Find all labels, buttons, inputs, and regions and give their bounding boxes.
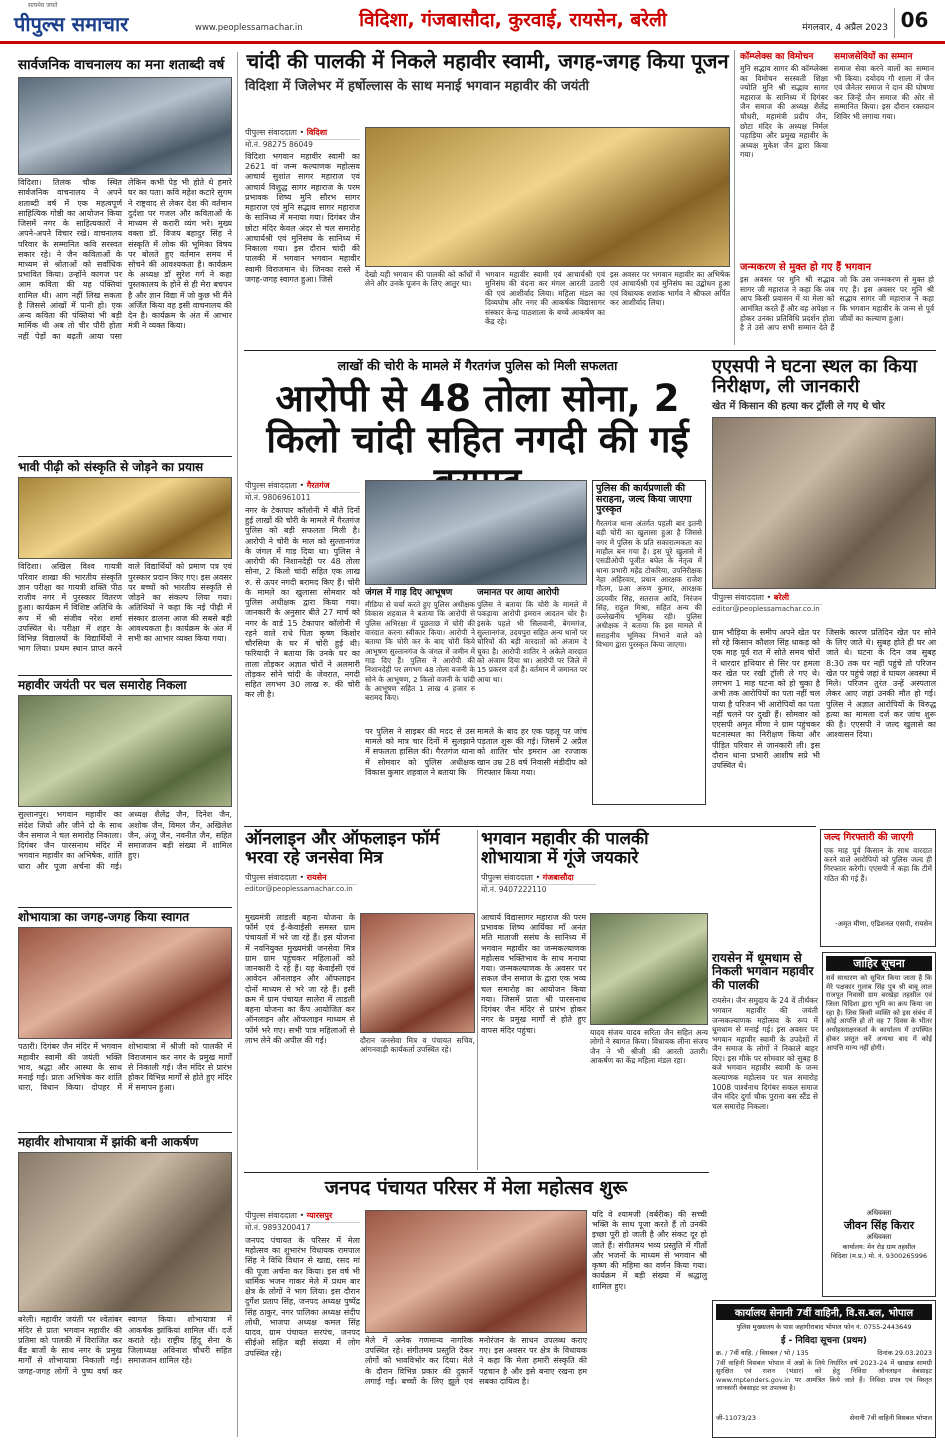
sidebar-box-3-title: जन्मकरण से मुक्त हो गए हैं भगवान xyxy=(740,262,871,273)
sidebar-box-2 xyxy=(834,52,934,222)
palki-photo xyxy=(590,913,708,1025)
left-story-1-photo xyxy=(18,77,232,175)
gold-sub-4: मामले के बाद हर एक पहलू पर जांच पड़ताल शुरू की गई। जिसमें 2 अप्रैल को शातिर चोर इमरान आ रज्जाक खान उम्र 28 वर्ष निवासी मंडीदीप को गिरफ्तार किया गया। xyxy=(477,727,587,777)
tender-no: जी-11073/23 xyxy=(716,1414,756,1422)
sp-subtitle: खेत में किसान की हत्या कर ट्रॉली ले गए थे चोर xyxy=(712,401,885,413)
arrest-title: जल्द गिरफ्तारी की जाएगी xyxy=(824,832,914,843)
rule-mid-2 xyxy=(244,826,816,827)
adv-address: कार्यालय: मेन रोड़ ग्राम तहसील xyxy=(842,1243,916,1251)
adv-place: विदिशा (म.प्र.) मो. नं. 9300265996 xyxy=(830,1252,928,1260)
gold-sub-3: पर पुलिस ने साइबर की मदद से उस मामले को मात्र चार दिनों में सुलझाने में सफलता हासिल की। गैरतगंज थाना में सोमवार को पुलिस अधीक्षक विकास कुमार शहवाल ने बताया कि xyxy=(365,727,475,777)
sp-title: एएसपी ने घटना स्थल का किया निरीक्षण, ली जानकारी xyxy=(712,356,918,398)
sp-body: ग्राम भौड़िया के समीप अपने खेत पर सो रहे किसान कौशल सिंह धाकड़ को एक माह पूर्व रात में सोते समय चोरों ने धारदार हथियार से सिर पर हमला कर खेत पर रखी ट्रॉली ले गए थे। लगभग 1 माह घटना को हो चुका है अभी तक आरोपियों का पता नहीं चल पाया है परिजन भी आरोपियों का पता नहीं चलने पर दुखी हैं। सोमवार को एएसपी अमृत मीणा ने ग्राम पहुंचकर घटनास्थल का निरीक्षण किया और पीड़ित परिवार से जानकारी ली। इस दौरान थाना प्रभारी आशीष सप्रे भी उपस्थित थे। xyxy=(712,628,820,771)
online-story: ऑनलाइन और ऑफलाइन फॉर्म भरवा रहे जनसेवा मित्र पीपुल्स संवाददाता • रायसेन editor@peoplessamachar.co.in xyxy=(245,830,475,938)
sp-body-2: जिसके कारण प्रतिदिन खेत पर सोने के लिए जाते थे। सुबह होते ही घर आ जाते थे। घटना के दिन जब सुबह 8:30 तक घर नहीं पहुंचे तो परिजन खेत पर पहुंचे जहां वे घायल अवस्था में मिले। परिजन तुरंत उन्हें अस्पताल लेकर आए जहां उनकी मौत हो गई। पुलिस ने अज्ञात आरोपियों के विरुद्ध हत्या का मामला दर्ज कर जांच शुरू की है। एएसपी ने जल्द खुलासे का आश्वासन दिया। xyxy=(826,628,936,740)
page-number: 06 xyxy=(894,8,934,38)
award-title: पुलिस की कार्यप्रणाली की सराहना, जल्द किया जाएगा पुरस्कृत xyxy=(596,483,692,516)
divider-palki xyxy=(477,830,478,1170)
palki-body: आचार्य विद्यासागर महाराज की परम प्रभावक शिष्य आर्यिका माँ अनंत मति माताजी ससंघ के सानिध्य में भगवान महावीर का जन्मकल्याणक महोत्सव भक्तिभाव के साथ मनाया गया। जन्मकल्याणक के अवसर पर सकल जैन समाज के द्वारा एक भव्य चल समारोह का आयोजन किया गया। जिसमें प्रातः श्री पारसनाथ दिगंबर जैन मंदिर से प्रारंभ होकर नगर के प्रमुख मार्गों से होते हुए वापस मंदिर पहुंचा। xyxy=(481,913,586,1035)
left-rule-1 xyxy=(18,456,232,457)
tender-ref: क्र. / 7वीं वाहि. / विसबल / भो / 135 xyxy=(716,1349,809,1357)
sp-email[interactable]: editor@peoplessamachar.co.in xyxy=(712,604,820,613)
logo-text: पीपुल्स समाचार xyxy=(14,12,129,36)
masthead xyxy=(0,0,945,44)
sidebar-box-1-title: कॉम्प्लेक्स का विमोचन xyxy=(740,52,814,62)
gold-photo xyxy=(365,480,587,585)
left-story-1-body: विदिशा। तिलक चौक स्थित सार्वजनिक वाचनालय ने अपने शताब्दी वर्ष में एक महत्वपूर्ण साहित्यिक गोष्ठी का आयोजन किया जिसमें नगर के साहित्यकारों ने अपने-अपने विचार रखे। वाचनालय परिवार के सम्मानित कवि सरस्वत सकार रहे। ने जैन कविताओं के माध्यम से श्रोताओं को सर्वाधिक प्रभावित किया। उन्होंने कागज पर आम कविता की यह पंक्तियां शामिल थी। आग नहीं लिख सकता है जिससे आंखों में पानी हो। एक अन्य कविता की पंक्तियां भी बड़ी मार्मिक थी अब तो चीर पौरी होता नहीं पेड़ों का बढ़ती आया पसा लेकिन कभी पेड़ भी होते थे हमारे घर का पता। कवि महेश कटारे सुगम ने राष्ट्रवाद से लेकर देश की वर्तमान दुर्दशा पर गजल और कविताओं के माध्यम से करारी व्यंग भरे। मुख्य वक्ता डॉ. विजय बहादुर सिंह ने संस्कृति में लोक की भूमिका विषय पर बोलते हुए वर्तमान समय में सोचने की आवश्यकता है। कार्यक्रम के अध्यक्ष डॉ सुरेश गर्ग ने कहा पुस्तकालय के होने से ही मेरा बचपन है और ज्ञान विद्या में जो कुछ भी मैंने अर्जित किया वह इसी वाचनालय की देन है। कार्यक्रम के अंत में आभार मंत्री ने व्यक्त किया। xyxy=(18,178,232,341)
gold-kicker: लाखों की चोरी के मामले में गैरतगंज पुलिस को मिली सफलता xyxy=(337,358,618,373)
mela-byline-label: पीपुल्स संवाददाता xyxy=(245,1211,297,1220)
top-story-caption-3: इस अवसर पर भगवान महावीर का अभिषेक एवं आचार्यश्री एवं मुनिसंघ का उद्बोधन हुआ एवं विधायक शशांक भार्गव ने श्रीफल अर्पित कर आशीर्वाद लिया। xyxy=(610,270,730,308)
gold-byline-place: गैरतगंज xyxy=(306,481,330,490)
left-story-1 xyxy=(18,58,232,453)
left-story-1-title: सार्वजनिक वाचनालय का मना शताब्दी वर्ष xyxy=(18,57,225,73)
mela-title: जनपद पंचायत परिसर में मेला महोत्सव शुरू xyxy=(324,1177,628,1199)
left-story-3-body: सुल्तानपुर। भगवान महावीर का संदेश जियो और जीने दो के साथ जैन समाज ने चल समारोह निकाला। दिगंबर जैन पारसनाथ मंदिर में भगवान महावीर का अभिषेक, शांति धारा और पूजा अर्चना की गई। अध्यक्ष शैलेंद्र जैन, दिनेश जैन, अशोक जैन, विमल जैन, अखिलेश जैन, अंजू जैन, नवनीत जैन, सहित समाजजन बड़ी संख्या में शामिल हुए। xyxy=(18,810,232,871)
top-story-body: विदिशा भगवान महावीर स्वामी का 2621 वां जन्म कल्याणक महोत्सव आचार्य सुशांत सागर महाराज एवं आचार्य विशुद्ध सागर महाराज के परम प्रभावक शिष्य मुनि सौरभ सागर महाराज एवं मुनि सद्भाव सागर महाराज के सानिध्य में मनाया गया। दिगंबर जैन छोटा मंदिर केवल अंदर से चल समारोह आचार्यश्री एवं मुनिसंघ के सानिध्य में निकाला गया। इस दौरान चांदी की पालकी में भगवान भगवान महावीर स्वामी विराजमान थे। जिनका रास्ते में जगह-जगह स्वागत हुआ। जिसे xyxy=(245,152,360,284)
tender-head: कार्यालय सेनानी 7वीं वाहिनी, वि.स.बल, भोपाल xyxy=(716,1304,932,1320)
left-story-3 xyxy=(18,679,232,904)
tender-body: 7वीं वाहिनी विसबल भोपाल में अन्नों के लिये निर्धारित वर्ष 2023-24 में खाद्यान्न सामग्री सुरक्षित एवं राशन (भंडार) को हेतु निविदा ऑनलाइन वेबसाइट www.mptenders.gov.in पर आमंत्रित किये जाते हैं। निविदा प्रपत्र एवं विस्तृत जानकारी वेबसाइट पर उपलब्ध है। xyxy=(716,1359,932,1392)
left-story-5-body: बरेली। महावीर जयंती पर श्वेतांबर मंदिर से प्रातः भगवान महावीर की प्रतिमा को पालकी में विराजित कर बैंड बाजों के साथ नगर के प्रमुख मार्गों से शोभायात्रा निकाली गई। जगह-जगह लोगों ने पुष्प वर्षा कर स्वागत किया। शोभायात्रा में आकर्षक झांकियां शामिल थीं। दर्जे कराते रहे। राष्ट्रीय हिंदू सेना के जिलाध्यक्ष अविनाश चौधरी सहित समाजजन शामिल रहे। xyxy=(18,1315,232,1376)
award-body: गैरतगंज थाना अंतर्गत पहली बार इतनी बड़ी चोरी का खुलासा हुआ है जिससे नगर में पुलिस के प्रति सकारात्मकता का माहौल बन गया है। इस पूरे खुलासे में एसडीओपी पूजीत बघेल के नेतृत्व में थाना प्रभारी महेंद्र टोकरिया, उपनिरीक्षक नेहा अहिरवार, प्रधान आरक्षक राजेश गौतम, प्रआ अरुण कुमार, आरक्षक उदयवीर सिंह, सतराज आदि, निरंजन सिंह, राहुल मिश्रा, सहित अन्य की उल्लेखनीय भूमिका रही। पुलिस अधीक्षक ने बताया कि इस मामले में सराहनीय भूमिका निभाने वाले को विभाग द्वारा पुरस्कृत किया जाएगा। xyxy=(596,518,702,650)
gold-sub-1-body: मीडिया से चर्चा करते हुए पुलिस अधीक्षक विकास शहवाल ने बताया कि आरोपी से पुलिस अभिरक्षा में पूछताछ में चोरी की वारदात करना स्वीकार किया। आरोपी ने बताया कि चोरी कर के बाद चोरी किये आभूषण सुल्तानगंज के जंगल में जमीन में गाड़ दिए हैं। पुलिस ने आरोपी की निशानदेही पर लगभग 48 तोला वजनी के सोने के आभूषण, 2 किलो वजनी के चांदी के आभूषण सहित 1 लाख 4 हजार रु बरामद किए। xyxy=(365,600,475,703)
notice-body: सर्व साधारण को सूचित किया जाता है कि मेरे पक्षकार गुलाब सिंह पुत्र श्री बाबू लाल राजपूत निवासी ग्राम बरखेड़ा तहसील एवं जिला विदिशा द्वारा भूमि का क्रय किया जा रहा है। जिस किसी व्यक्ति को इस संबंध में कोई आपत्ति हो तो वह 7 दिवस के भीतर अधोहस्ताक्षरकर्ता के कार्यालय में उपस्थित होकर प्रस्तुत करें अन्यथा बाद में कोई आपत्ति मान्य नहीं होगी। xyxy=(826,974,932,1052)
online-body: मुख्यमंत्री लाडली बहना योजना के फॉर्म एवं ई-केवाईसी समस्त ग्राम पंचायतों में भरे जा रहे हैं। इस योजना में नवनियुक्त मुख्यमंत्री जनसेवा मित्र ग्राम ग्राम पहुंचकर महिलाओं को जानकारी दे रहे हैं। यह केवाईसी एवं आवेदन ऑनलाइन और ऑफलाइन दोनों माध्यम से भरे जा रहे हैं। इसी क्रम में ग्राम पंचायत सालेरा में लाडली बहना योजना का कैंप आयोजित कर ऑनलाइन और ऑफलाइन माध्यम से फॉर्म भरे गए। सभी पात्र महिलाओं से लाभ लेने की अपील की गई। xyxy=(245,913,355,1045)
left-story-2-photo xyxy=(18,477,232,559)
rule-mela xyxy=(244,1172,709,1173)
tender-title: ई - निविदा सूचना (प्रथम) xyxy=(780,1336,868,1346)
gold-byline-label: पीपुल्स संवाददाता xyxy=(245,481,297,490)
rule-mid-top xyxy=(244,350,936,351)
left-story-4-title: शोभायात्रा का जगह-जगह किया स्वागत xyxy=(18,910,190,924)
left-story-3-title: महावीर जयंती पर चल समारोह निकला xyxy=(18,678,187,692)
gold-byline: पीपुल्स संवाददाता • गैरतगंज मो.नं. 9806961011 xyxy=(245,480,360,503)
arrest-box xyxy=(820,829,936,947)
left-rule-2 xyxy=(18,675,232,676)
palki-story: भगवान महावीर की पालकी शोभायात्रा में गूंजे जयकारे पीपुल्स संवाददाता • गंजबासौदा मो.नं. 9407222110 xyxy=(481,830,709,938)
tender-date: दिनांक 29.03.2023 xyxy=(877,1349,932,1357)
online-caption: दौरान जनसेवा मित्र व पंचायत सचिव, आंगनवाड़ी कार्यकर्ता उपस्थित रहे। xyxy=(360,1036,475,1055)
mela-mobile: मो.नं. 9893200417 xyxy=(245,1223,311,1232)
sidebar-box-2-body: समाज सेवा करने वालों का सम्मान भी किया। दयोदय गौ शाला में जैन एवं जैनेतर समाज ने दान की घोषणा कर जिन्हें जैन समाज की ओर से सम्मानित किया। इस दौरान रक्तदान शिविर भी लगाया गया। xyxy=(834,64,934,122)
mela-body-2: मेले में अनेक गणमान्य नागरिक उपस्थित रहे। संगीतमय प्रस्तुति देकर लोगों को भावविभोर कर दिया। मेले के दौरान विभिन्न प्रकार की दुकानें लगाई गईं। बच्चों के लिए झूले एवं मनोरंजन के साधन उपलब्ध कराए गए। इस अवसर पर क्षेत्र के विधायक ने कहा कि मेला हमारी संस्कृति की पहचान है और इसे बनाए रखना हम सबका दायित्व है। xyxy=(365,1336,587,1386)
online-byline-label: पीपुल्स संवाददाता xyxy=(245,873,297,883)
sidebar-box-1-body: मुनि सद्भाव सागर की कॉम्प्लेक्स का विमोचन सरस्वती शिक्षा ज्योति मुनि श्री सद्भाव सागर महाराज के सानिध्य में दिगंबर जैन समाज की अध्यक्ष शैलेंद्र चौधरी, महामंत्री प्रदीप जैन, छोटा मंदिर के अध्यक्ष निर्मल पहाड़िया और प्रमुख महावीर के अध्यक्ष मुकेश जैन द्वारा किया गया। xyxy=(740,64,828,160)
top-story-subtitle: विदिशा में जिलेभर में हर्षोल्लास के साथ मनाई भगवान महावीर की जयंती xyxy=(245,79,590,95)
online-title: ऑनलाइन और ऑफलाइन फॉर्म भरवा रहे जनसेवा मित्र xyxy=(245,829,440,869)
palki-title: भगवान महावीर की पालकी शोभायात्रा में गूंजे जयकारे xyxy=(481,829,649,869)
arrest-body: एक माह पूर्व किसान के साथ वारदात करने वाले आरोपियों को पुलिस जल्द ही गिरफ्तार करेगी। एएसपी ने कहा कि टीमें गठित की गई हैं। xyxy=(824,845,932,883)
gold-sub-2 xyxy=(477,588,587,723)
raisen-story xyxy=(712,952,818,1352)
adv-name: जीवन सिंह किरार xyxy=(843,1219,915,1232)
date: मंगलवार, 4 अप्रैल 2023 xyxy=(802,23,888,33)
mela-body: जनपद पंचायत के परिसर में मेला महोत्सव का शुभारंभ विधायक रामपाल सिंह ने विधि विधान से खाद्य, रसद मां की पूजा अर्चना कर किया। इस वर्ष भी धार्मिक भजन गाकर मेले में प्रथम बार क्षेत्र के लोगों ने भाग लिया। इस दौरान दुर्गेश प्रताप सिंह, जनपद अध्यक्ष पुष्पेंद्र सिंह ठाकुर, नगर पालिका अध्यक्ष संदीप लोधी, भाजपा अध्यक्ष कमल सिंह यादव, ग्राम पंचायत सरपंच, जनपद सीईओ सहित बड़ी संख्या में लोग उपस्थित रहे। xyxy=(245,1236,360,1358)
award-box xyxy=(592,480,706,805)
sp-byline-place: बरेली xyxy=(773,592,790,602)
mela-byline: पीपुल्स संवाददाता • ग्यारसपुर मो.नं. 9893200417 xyxy=(245,1210,360,1233)
top-story-caption-2: भगवान महावीर स्वामी एवं आचार्यश्री एवं मुनिसंघ की वंदना कर मंगल आरती उतारी की एवं आशीर्वाद लिया। महिला मंडल का दिव्यघोष और नगर की आकर्षक विद्यासागर संस्कार केन्द्र पाठशाला के बच्चे आकर्षण का केंद्र रहे। xyxy=(485,270,605,326)
top-story-caption-1: देखो यही भगवान की पालकी को काँधों में लेने और उनके पूजन के लिए आतुर था। xyxy=(365,270,480,289)
gold-sub-1 xyxy=(365,588,475,723)
sp-story: एएसपी ने घटना स्थल का किया निरीक्षण, ली जानकारी खेत में किसान की हत्या कर ट्रॉली ले गए थे चोर पीपुल्स संवाददाता • बरेली editor@peoplessamachar.co.in xyxy=(712,357,936,827)
divider-right xyxy=(734,50,735,345)
top-story-byline: पीपुल्स संवाददाता • विदिशा मो.नं. 98275 86049 xyxy=(245,127,360,150)
masthead-logo[interactable] xyxy=(14,2,194,38)
online-byline-place: रायसेन xyxy=(306,873,327,883)
notice-title: जाहिर सूचना xyxy=(826,956,932,971)
online-email[interactable]: editor@peoplessamachar.co.in xyxy=(245,885,353,894)
left-story-5-title: महावीर शोभायात्रा में झांकी बनी आकर्षण xyxy=(18,1135,199,1149)
notice-box xyxy=(822,952,936,1297)
left-story-5-photo xyxy=(18,1152,232,1312)
sp-byline-label: पीपुल्स संवाददाता xyxy=(712,592,764,602)
mela-photo xyxy=(365,1210,587,1333)
website-link[interactable]: www.peoplessamachar.in xyxy=(195,23,303,33)
left-story-4 xyxy=(18,911,232,1129)
mela-byline-place: ग्यारसपुर xyxy=(306,1211,333,1220)
gold-sub-2-title: जमानत पर आया आरोपी xyxy=(477,588,560,598)
palki-byline-place: गंजबासौदा xyxy=(542,873,574,883)
top-story-photo xyxy=(365,127,730,267)
left-story-2-body: विदिशा। अखिल विश्व गायत्री परिवार शाखा की भारतीय संस्कृति ज्ञान परीक्षा का गायत्री शक्ति पीठ राजीव नगर में पुरस्कार वितरण हुआ। कार्यक्रम में विशिष्ट अतिथि के रूप में श्री संजीव नरेश शर्मा उपस्थित थे। परीक्षा में शहर के विभिन्न विद्यालयों के विद्यार्थियों ने भाग लिया। प्रथम स्थान प्राप्त करने वाले विद्यार्थियों को प्रमाण पत्र एवं पुरस्कार प्रदान किए गए। इस अवसर पर बच्चों को भारतीय संस्कृति से जोड़ने का संकल्प लिया गया। अतिथियों ने कहा कि नई पीढ़ी में संस्कार डालना आज की सबसे बड़ी आवश्यकता है। कार्यक्रम के अंत में सभी का आभार व्यक्त किया गया। xyxy=(18,562,232,654)
mela-right: यदि वे श्यामजी (वर्बरीक) की सच्ची भक्ति के साथ पूजा करते हैं तो उनकी इच्छा पूरी हो जाती है और संकट दूर हो जाते हैं। संगीतमय भव्य प्रस्तुति में गीतों और भजनों के माध्यम से भगवान श्री कृष्ण की महिमा का वर्णन किया गया। कार्यक्रम में बड़ी संख्या में श्रद्धालु शामिल हुए। xyxy=(592,1210,707,1291)
top-story-title: चांदी की पालकी में निकले महावीर स्वामी, जगह-जगह किया पूजन xyxy=(246,49,729,73)
tender-sig: सेनानी 7वीं वाहिनी विसबल भोपाल xyxy=(849,1414,932,1422)
left-story-2 xyxy=(18,461,232,671)
palki-caption: यादव संजय यादव सरिता जैन सहित अन्य लोगों ने स्वागत किया। विधायक लीना संजय जैन ने भी श्रीजी की आरती उतारी। आकर्षण का केंद्र महिला मंडल रहा। xyxy=(590,1028,708,1066)
sp-photo xyxy=(712,417,936,589)
sidebar-box-2-title: समाजसेवियों का सम्मान xyxy=(834,52,913,62)
adv-role: अधिवक्ता xyxy=(866,1233,892,1241)
left-story-3-photo xyxy=(18,695,232,807)
gold-body: नगर के टेकापार कॉलोनी में बीते दिनों हुई लाखों की चोरी के मामले में गैरतगंज पुलिस को बड़ी सफलता मिली है। आरोपी ने चोरी के माल को सुल्तानगंज के जंगल में गाड़ दिया था। पुलिस ने आरोपी की निशानदेही पर 48 तोला सोना, 2 किलो चांदी सहित एक लाख रु. से ऊपर नगदी बरामद किए हैं। चोरी के मामले का खुलासा सोमवार को पुलिस अधीक्षक द्वारा किया गया। जानकारी के अनुसार बीते 27 मार्च को नगर के वार्ड 15 टेकापार कॉलोनी में रहने वाले राधे पिता कृष्ण किशोर चौरसिया के घर में चोरी हुई थी। फरियादी ने बताया कि उनके घर का ताला तोड़कर अज्ञात चोरों ने अलमारी तोड़कर सोने चांदी के जेवरात, नगदी सहित लगभग 30 लाख रु. की चोरी कर ली है। xyxy=(245,506,360,700)
gold-byline-mobile: मो.नं. 9806961011 xyxy=(245,493,311,502)
raisen-title: रायसेन में धूमधाम से निकली भगवान महावीर की पालकी xyxy=(712,951,814,992)
palki-byline-label: पीपुल्स संवाददाता xyxy=(481,873,533,883)
raisen-body: रायसेन। जैन समुदाय के 24 वें तीर्थंकर भगवान महावीर की जयंती जन्मकल्याणक महोत्सव के रूप में धूमधाम से मनाई गई। इस अवसर पर भगवान महावीर स्वामी के उपदेशों में जैन समाज के लोगों ने निकाले बाहर दिए। इस मौके पर सोमवार को सुबह 8 बजे भगवान महावीर स्वामी के जन्म कल्याणक महोत्सव पर चल समारोह 1008 पार्श्वनाथ दिगंबर सकल समाज जैन मंदिर दुर्गा चौक पुराना बस स्टैंड से चल समारोह निकला। xyxy=(712,996,818,1111)
left-story-4-body: पठारी। दिगंबर जैन मंदिर में भगवान महावीर स्वामी की जयंती भक्ति भाव, श्रद्धा और आस्था के साथ मनाई गई। प्रातः अभिषेक कर शांति धारा, विधान किया। दोपहर में शोभायात्रा में श्रीजी को पालकी में विराजमान कर नगर के प्रमुख मार्गों से निकाली गई। जैन मंदिर से प्रारंभ होकर विभिन्न मार्गों से होते हुए मंदिर में समापन हुआ। xyxy=(18,1042,232,1093)
left-story-5 xyxy=(18,1136,232,1436)
tender-box xyxy=(712,1300,936,1438)
sidebar-box-3 xyxy=(740,262,934,346)
gold-sub-1-title: जंगल में गाड़ दिए आभूषण xyxy=(365,588,453,598)
sidebar-box-3-body: इस अवसर पर मुनि श्री सद्भाव सागर जी महाराज ने कहा कि जब आप किसी प्रवासन में या मेला को आमंत्रित करते हैं और वह अपेक्षा न होकर उनका प्रतिविधि प्रदर्शन होता है ते उसे आप सभी सम्मान देते हैं जो कि उस जन्मकरण से मुक्त हो गए हैं। इस अवसर पर मुनि श्री सद्भाव सागर जी महाराज ने कहा कि भगवान महावीर के जन्म से पूर्व जीवों का कल्याण हुआ। xyxy=(740,275,934,333)
arrest-signature: -अमृत मीणा, एडिशनल एसपी, रायसेन xyxy=(835,919,932,928)
divider-left xyxy=(237,52,238,1437)
sidebar-box-1 xyxy=(740,52,828,222)
adv-label: अधिवक्ता xyxy=(866,1209,892,1217)
tender-sub: पुलिस मुख्यालय के पास जहांगीराबाद भोपाल फोन नं. 0755-2443649 xyxy=(736,1323,912,1331)
byline-mobile: मो.नं. 98275 86049 xyxy=(245,140,313,149)
online-photo xyxy=(360,913,475,1033)
palki-mobile: मो.नं. 9407222110 xyxy=(481,885,547,895)
region-title: विदिशा, गंजबासौदा, कुरवाई, रायसेन, बरेली xyxy=(359,9,667,31)
byline-place: विदिशा xyxy=(306,128,328,137)
logo-tagline: सत्यमेव जयते xyxy=(28,2,58,9)
byline-label: पीपुल्स संवाददाता xyxy=(245,128,297,137)
left-rule-4 xyxy=(18,1132,232,1133)
left-story-4-photo xyxy=(18,927,232,1039)
gold-sub-2-body: पुलिस ने बताया कि चोरी के मामले में पकड़ाया आरोपी इमरान आदतन चोर है। इसके पहले भी सिलवानी, बेगमगंज, सुल्तानगंज, उदयपुरा सहित अन्य थानों पर चोरियों की बड़ी वारदातों को अंजाम दे चुका है। आरोपी शातिर ने अकेले वारदात को अंजाम दिया था। आरोपी पर जिले में 15 प्रकरण दर्ज हैं। वर्तमान में जमानत पर आया था। xyxy=(477,600,587,684)
gold-headline: आरोपी से 48 तोला सोना, 2 किलो चांदी सहित नगदी की गई xyxy=(266,377,689,462)
left-rule-3 xyxy=(18,907,232,908)
left-story-2-title: भावी पीढ़ी को संस्कृति से जोड़ने का प्रयास xyxy=(18,460,204,474)
